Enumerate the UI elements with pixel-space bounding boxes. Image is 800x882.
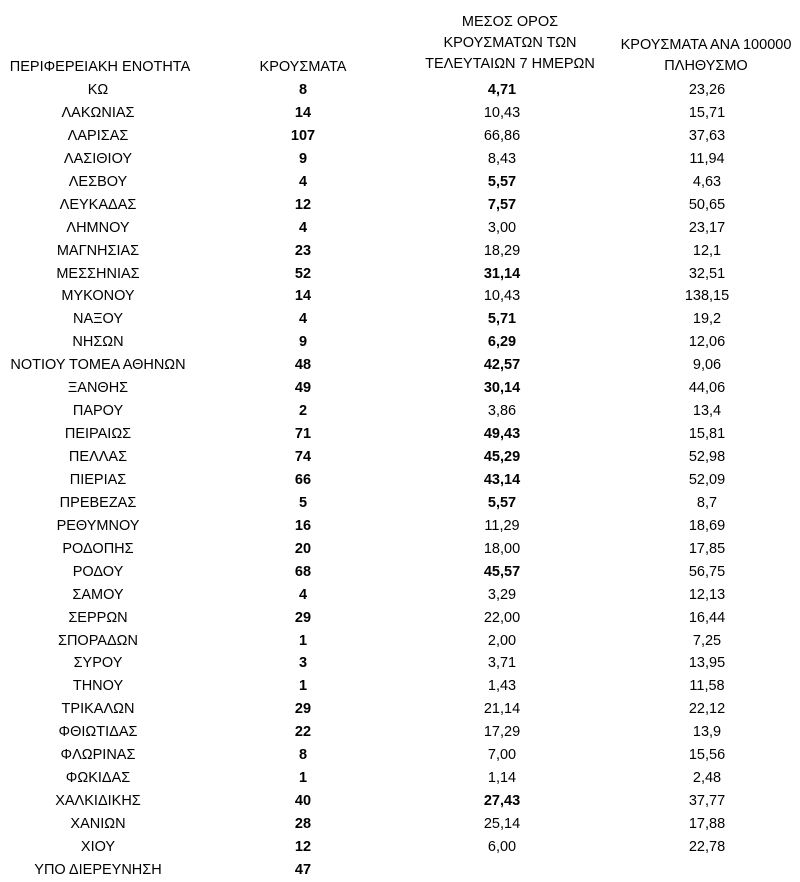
per-100000-cell: 9,06 bbox=[692, 357, 722, 374]
avg-7day-cell: 45,29 bbox=[483, 449, 521, 465]
per-100000-cell: 12,06 bbox=[688, 334, 726, 351]
per-100000-cell: 15,71 bbox=[688, 104, 726, 121]
cases-cell: 29 bbox=[294, 701, 312, 718]
per-100000-cell: 23,26 bbox=[688, 82, 726, 98]
region-cell: ΣΠΟΡΑΔΩΝ bbox=[58, 632, 138, 649]
cases-cell: 68 bbox=[294, 563, 312, 580]
column-header-7day-line3: ΤΕΛΕΥΤΑΙΩΝ 7 ΗΜΕΡΩΝ bbox=[425, 56, 595, 72]
region-cell: ΧΑΝΙΩΝ bbox=[70, 816, 126, 832]
region-cell: ΠΕΛΛΑΣ bbox=[68, 449, 128, 465]
table-row bbox=[0, 721, 800, 744]
table-row bbox=[0, 538, 800, 561]
region-cell: ΦΘΙΩΤΙΔΑΣ bbox=[58, 724, 138, 741]
region-cell: ΝΑΞΟΥ bbox=[72, 311, 124, 328]
column-header-cases bbox=[250, 57, 356, 78]
cases-cell: 4 bbox=[298, 219, 308, 236]
table-row bbox=[0, 515, 800, 538]
per-100000-cell: 12,13 bbox=[688, 586, 726, 603]
table-row bbox=[0, 423, 800, 446]
table-row bbox=[0, 607, 800, 630]
table-row bbox=[0, 148, 800, 171]
per-100000-cell: 19,2 bbox=[692, 311, 722, 328]
per-100000-cell: 11,58 bbox=[689, 678, 725, 695]
region-cell: ΧΑΛΚΙΔΙΚΗΣ bbox=[55, 793, 141, 810]
avg-7day-cell: 8,43 bbox=[487, 150, 517, 167]
table-row bbox=[0, 377, 800, 400]
per-100000-cell: 18,69 bbox=[688, 517, 726, 534]
table-row bbox=[0, 630, 800, 653]
column-header-region bbox=[0, 57, 200, 78]
table-row bbox=[0, 561, 800, 584]
region-cell: ΛΑΣΙΘΙΟΥ bbox=[63, 150, 133, 167]
table-row bbox=[0, 446, 800, 469]
cases-cell: 8 bbox=[298, 82, 308, 98]
per-100000-cell: 32,51 bbox=[688, 265, 726, 282]
cases-cell: 47 bbox=[294, 861, 312, 878]
cases-cell: 48 bbox=[294, 357, 312, 374]
per-100000-cell: 15,56 bbox=[688, 747, 726, 764]
cases-cell: 4 bbox=[298, 311, 308, 328]
per-100000-cell: 8,7 bbox=[696, 494, 718, 511]
cases-cell: 71 bbox=[294, 426, 312, 443]
per-100000-cell: 13,9 bbox=[692, 724, 722, 741]
region-cell: ΝΗΣΩΝ bbox=[72, 334, 124, 351]
region-cell: ΜΥΚΟΝΟΥ bbox=[61, 288, 135, 305]
per-100000-cell: 7,25 bbox=[692, 632, 722, 649]
table-row bbox=[0, 584, 800, 607]
region-cell: ΣΕΡΡΩΝ bbox=[68, 609, 128, 626]
avg-7day-cell: 1,14 bbox=[487, 770, 517, 787]
avg-7day-cell: 5,57 bbox=[487, 173, 517, 190]
per-100000-cell: 23,17 bbox=[688, 219, 726, 236]
table-row bbox=[0, 217, 800, 240]
region-cell: ΜΕΣΣΗΝΙΑΣ bbox=[56, 265, 140, 282]
per-100000-cell: 56,75 bbox=[688, 563, 726, 580]
region-cell: ΚΩ bbox=[87, 82, 109, 98]
region-cell: ΤΡΙΚΑΛΩΝ bbox=[61, 701, 135, 718]
column-header-cases-text: ΚΡΟΥΣΜΑΤΑ bbox=[259, 59, 347, 75]
cases-cell: 1 bbox=[298, 632, 308, 649]
avg-7day-cell: 1,43 bbox=[487, 678, 517, 695]
avg-7day-cell: 7,00 bbox=[487, 747, 517, 764]
avg-7day-cell: 3,86 bbox=[487, 403, 517, 420]
avg-7day-cell: 27,43 bbox=[483, 793, 521, 810]
table-row bbox=[0, 675, 800, 698]
region-cell: ΡΕΘΥΜΝΟΥ bbox=[56, 517, 140, 534]
per-100000-cell: 13,95 bbox=[688, 655, 726, 672]
table-row bbox=[0, 240, 800, 263]
avg-7day-cell: 21,14 bbox=[483, 701, 521, 718]
cases-cell: 22 bbox=[294, 724, 312, 741]
cases-cell: 1 bbox=[298, 678, 308, 695]
cases-cell: 52 bbox=[294, 265, 312, 282]
region-cell: ΜΑΓΝΗΣΙΑΣ bbox=[56, 242, 140, 259]
region-cell: ΠΡΕΒΕΖΑΣ bbox=[59, 494, 137, 511]
per-100000-cell: 37,63 bbox=[688, 127, 726, 144]
cases-cell: 23 bbox=[294, 242, 312, 259]
cases-cell: 5 bbox=[298, 494, 308, 511]
per-100000-cell: 37,77 bbox=[688, 793, 726, 810]
region-cell: ΠΑΡΟΥ bbox=[72, 403, 124, 420]
region-cell: ΛΑΚΩΝΙΑΣ bbox=[61, 104, 135, 121]
per-100000-cell: 11,94 bbox=[689, 150, 725, 167]
table-row bbox=[0, 836, 800, 859]
table-row bbox=[0, 744, 800, 767]
table-row bbox=[0, 767, 800, 790]
table-row bbox=[0, 469, 800, 492]
region-cell: ΛΑΡΙΣΑΣ bbox=[67, 127, 129, 144]
table-row bbox=[0, 331, 800, 354]
cases-cell: 1 bbox=[298, 770, 308, 787]
column-header-per-100000-line2: ΠΛΗΘΥΣΜΟ bbox=[664, 58, 748, 74]
cases-cell: 40 bbox=[294, 793, 312, 810]
avg-7day-cell: 66,86 bbox=[483, 127, 521, 144]
region-cell: ΡΟΔΟΠΗΣ bbox=[62, 540, 134, 557]
column-header-region-text: ΠΕΡΙΦΕΡΕΙΑΚΗ ΕΝΟΤΗΤΑ bbox=[9, 59, 191, 75]
avg-7day-cell: 43,14 bbox=[483, 471, 521, 488]
avg-7day-cell: 2,00 bbox=[487, 632, 517, 649]
column-header-7day-line1: ΜΕΣΟΣ ΟΡΟΣ bbox=[461, 14, 559, 30]
region-cell: ΤΗΝΟΥ bbox=[72, 678, 124, 695]
avg-7day-cell: 3,29 bbox=[487, 586, 517, 603]
cases-cell: 49 bbox=[294, 380, 312, 397]
region-cell: ΦΛΩΡΙΝΑΣ bbox=[60, 747, 136, 764]
avg-7day-cell: 31,14 bbox=[483, 265, 521, 282]
cases-cell: 74 bbox=[294, 449, 312, 465]
table-row bbox=[0, 263, 800, 286]
region-cell: ΠΕΙΡΑΙΩΣ bbox=[64, 426, 132, 443]
region-cell: ΣΥΡΟΥ bbox=[73, 655, 123, 672]
region-cell: ΛΕΣΒΟΥ bbox=[68, 173, 128, 190]
region-cell: ΝΟΤΙΟΥ ΤΟΜΕΑ ΑΘΗΝΩΝ bbox=[10, 357, 186, 374]
per-100000-cell: 17,88 bbox=[688, 816, 726, 832]
column-header-7day-average bbox=[420, 12, 600, 75]
region-cell: ΣΑΜΟΥ bbox=[72, 586, 124, 603]
region-cell: ΥΠΟ ΔΙΕΡΕΥΝΗΣΗ bbox=[34, 861, 162, 878]
avg-7day-cell: 7,57 bbox=[487, 196, 517, 213]
cases-cell: 16 bbox=[294, 517, 312, 534]
per-100000-cell: 13,4 bbox=[692, 403, 722, 420]
table-row bbox=[0, 790, 800, 813]
cases-cell: 12 bbox=[294, 838, 312, 855]
avg-7day-cell: 5,57 bbox=[487, 494, 517, 511]
table-row bbox=[0, 308, 800, 331]
cases-cell: 2 bbox=[298, 403, 308, 420]
per-100000-cell: 2,48 bbox=[692, 770, 722, 787]
region-cell: ΠΙΕΡΙΑΣ bbox=[69, 471, 127, 488]
column-header-7day-line2: ΚΡΟΥΣΜΑΤΩΝ ΤΩΝ bbox=[443, 35, 577, 51]
per-100000-cell: 44,06 bbox=[688, 380, 726, 397]
cases-cell: 3 bbox=[298, 655, 308, 672]
region-cell: ΞΑΝΘΗΣ bbox=[67, 380, 129, 397]
table-row bbox=[0, 102, 800, 125]
region-cell: ΧΙΟΥ bbox=[80, 838, 116, 855]
data-table-body bbox=[0, 79, 800, 882]
cases-cell: 20 bbox=[294, 540, 312, 557]
cases-cell: 4 bbox=[298, 586, 308, 603]
per-100000-cell: 52,09 bbox=[688, 471, 726, 488]
cases-cell: 29 bbox=[294, 609, 312, 626]
cases-cell: 107 bbox=[290, 127, 316, 144]
avg-7day-cell: 18,00 bbox=[483, 540, 521, 557]
avg-7day-cell: 3,00 bbox=[487, 219, 517, 236]
cases-cell: 9 bbox=[298, 150, 308, 167]
column-header-per-100000 bbox=[606, 35, 800, 77]
region-cell: ΦΩΚΙΔΑΣ bbox=[65, 770, 131, 787]
cases-cell: 14 bbox=[294, 288, 312, 305]
per-100000-cell: 15,81 bbox=[688, 426, 726, 443]
table-row bbox=[0, 125, 800, 148]
table-row bbox=[0, 194, 800, 217]
per-100000-cell: 138,15 bbox=[684, 288, 730, 305]
table-row bbox=[0, 79, 800, 102]
avg-7day-cell: 4,71 bbox=[487, 82, 517, 98]
avg-7day-cell: 11,29 bbox=[484, 517, 520, 534]
per-100000-cell: 17,85 bbox=[688, 540, 726, 557]
per-100000-cell: 12,1 bbox=[692, 242, 722, 259]
cases-cell: 28 bbox=[294, 816, 312, 832]
avg-7day-cell: 42,57 bbox=[483, 357, 521, 374]
per-100000-cell: 22,12 bbox=[688, 701, 726, 718]
avg-7day-cell: 30,14 bbox=[483, 380, 521, 397]
per-100000-cell: 4,63 bbox=[692, 173, 722, 190]
cases-cell: 66 bbox=[294, 471, 312, 488]
per-100000-cell: 52,98 bbox=[688, 449, 726, 465]
cases-cell: 14 bbox=[294, 104, 312, 121]
per-100000-cell: 22,78 bbox=[688, 838, 726, 855]
avg-7day-cell: 6,00 bbox=[487, 838, 517, 855]
avg-7day-cell: 10,43 bbox=[483, 104, 521, 121]
table-row bbox=[0, 285, 800, 308]
per-100000-cell: 50,65 bbox=[688, 196, 726, 213]
avg-7day-cell: 22,00 bbox=[483, 609, 521, 626]
cases-cell: 4 bbox=[298, 173, 308, 190]
table-row bbox=[0, 354, 800, 377]
region-cell: ΡΟΔΟΥ bbox=[72, 563, 124, 580]
region-cell: ΛΗΜΝΟΥ bbox=[66, 219, 130, 236]
avg-7day-cell: 3,71 bbox=[487, 655, 517, 672]
table-row bbox=[0, 698, 800, 721]
cases-cell: 9 bbox=[298, 334, 308, 351]
table-row bbox=[0, 171, 800, 194]
column-header-per-100000-line1: ΚΡΟΥΣΜΑΤΑ ΑΝΑ 100000 bbox=[620, 37, 792, 53]
cases-cell: 8 bbox=[298, 747, 308, 764]
avg-7day-cell: 17,29 bbox=[483, 724, 521, 741]
table-row bbox=[0, 652, 800, 675]
avg-7day-cell: 25,14 bbox=[483, 816, 521, 832]
cases-cell: 12 bbox=[294, 196, 312, 213]
table-row bbox=[0, 859, 800, 882]
avg-7day-cell: 10,43 bbox=[483, 288, 521, 305]
region-cell: ΛΕΥΚΑΔΑΣ bbox=[59, 196, 137, 213]
avg-7day-cell: 49,43 bbox=[483, 426, 521, 443]
avg-7day-cell: 45,57 bbox=[483, 563, 521, 580]
per-100000-cell: 16,44 bbox=[688, 609, 726, 626]
avg-7day-cell: 5,71 bbox=[487, 311, 517, 328]
table-row bbox=[0, 813, 800, 836]
table-row bbox=[0, 400, 800, 423]
avg-7day-cell: 18,29 bbox=[483, 242, 521, 259]
avg-7day-cell: 6,29 bbox=[487, 334, 517, 351]
table-row bbox=[0, 492, 800, 515]
